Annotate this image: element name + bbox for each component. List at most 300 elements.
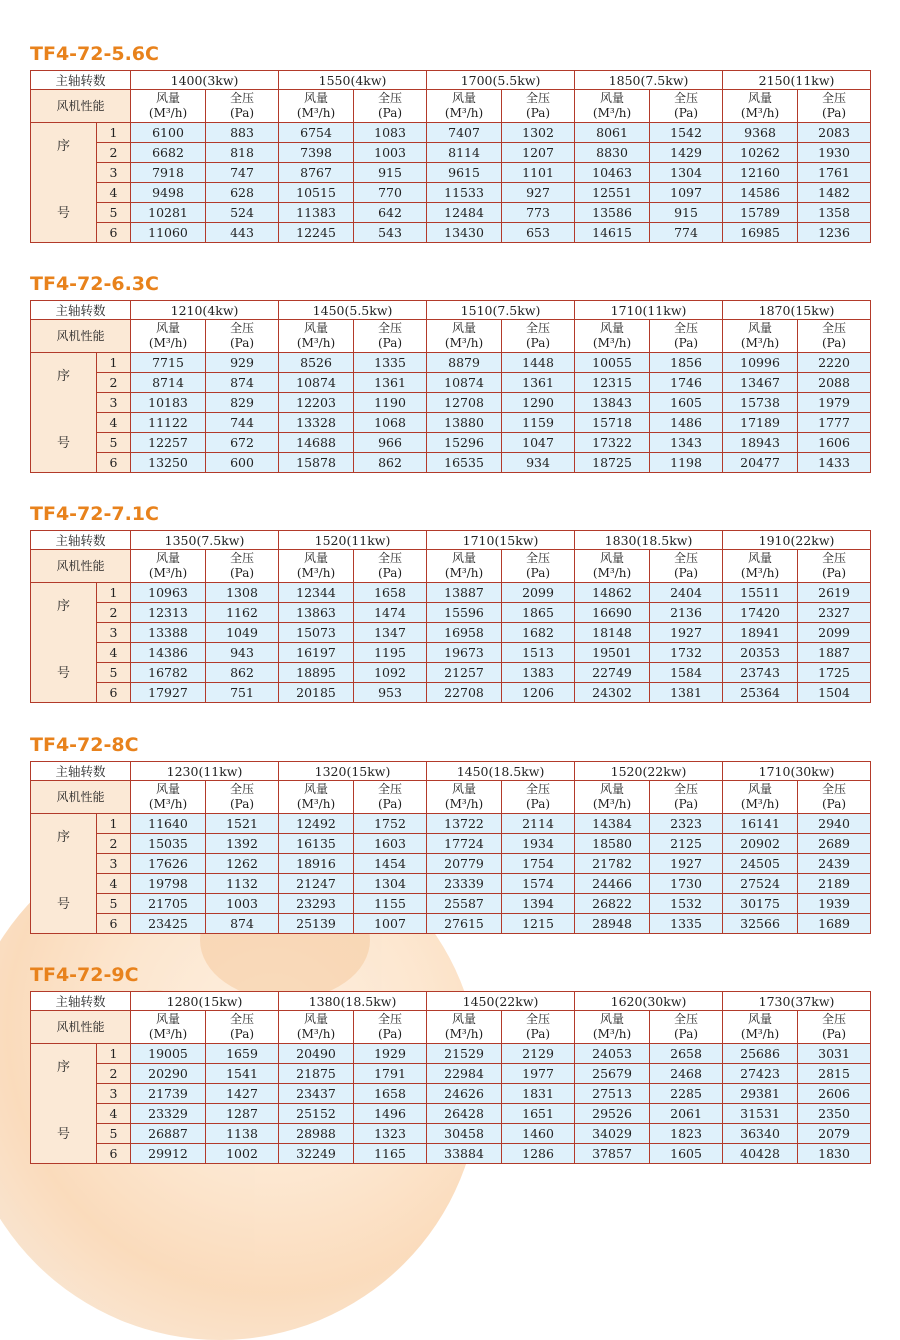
flow-label: 风量 [156,321,181,335]
flow-unit: (M³/h) [740,106,780,120]
pressure-value: 1865 [502,603,575,623]
pressure-value: 1361 [354,373,427,393]
flow-value: 15596 [427,603,502,623]
pressure-value: 1605 [650,1144,723,1164]
flow-value: 22708 [427,683,502,703]
pressure-value: 1003 [354,143,427,163]
pressure-value: 2129 [502,1044,575,1064]
flow-value: 24466 [575,874,650,894]
flow-value: 23329 [131,1104,206,1124]
speed-header-cell: 1730(37kw) [723,992,871,1011]
speed-header-cell: 1520(22kw) [575,762,723,781]
pressure-label: 全压 [378,1012,403,1026]
flow-unit: (M³/h) [444,336,484,350]
flow-value: 16535 [427,453,502,473]
pressure-unit-cell [650,1011,723,1044]
flow-value: 17189 [723,413,798,433]
pressure-value: 1165 [354,1144,427,1164]
flow-value: 17724 [427,834,502,854]
flow-value: 11533 [427,183,502,203]
pressure-value: 2220 [798,353,871,373]
flow-unit-cell [131,550,206,583]
flow-value: 15073 [279,623,354,643]
flow-unit-cell [279,320,354,353]
flow-label: 风量 [156,551,181,565]
fan-section [30,270,870,473]
flow-value: 12708 [427,393,502,413]
sequence-char-bottom: 号 [56,897,70,912]
flow-value: 29381 [723,1084,798,1104]
pressure-value: 862 [354,453,427,473]
speed-header-cell: 1380(18.5kw) [279,992,427,1011]
pressure-value: 1496 [354,1104,427,1124]
pressure-value: 1454 [354,854,427,874]
flow-label: 风量 [452,551,477,565]
row-number: 6 [97,914,131,934]
pressure-value: 1195 [354,643,427,663]
flow-value: 9368 [723,123,798,143]
flow-unit: (M³/h) [592,336,632,350]
pressure-value: 2404 [650,583,723,603]
row-number: 2 [97,834,131,854]
fan-performance-label: 风机性能 [31,781,131,814]
flow-label: 风量 [452,321,477,335]
flow-value: 14688 [279,433,354,453]
flow-unit: (M³/h) [444,566,484,580]
pressure-value: 770 [354,183,427,203]
flow-value: 22749 [575,663,650,683]
table-row [31,683,871,703]
pressure-label: 全压 [230,321,255,335]
flow-value: 27615 [427,914,502,934]
flow-value: 8830 [575,143,650,163]
pressure-unit-cell [798,550,871,583]
flow-value: 20477 [723,453,798,473]
flow-value: 10055 [575,353,650,373]
pressure-value: 1002 [206,1144,279,1164]
pressure-value: 2125 [650,834,723,854]
flow-value: 6100 [131,123,206,143]
table-row [31,663,871,683]
pressure-value: 672 [206,433,279,453]
pressure-value: 773 [502,203,575,223]
pressure-unit: (Pa) [822,1027,847,1041]
flow-unit: (M³/h) [740,1027,780,1041]
flow-unit: (M³/h) [148,797,188,811]
pressure-value: 2815 [798,1064,871,1084]
flow-label: 风量 [452,91,477,105]
flow-label: 风量 [156,1012,181,1026]
pressure-value: 1730 [650,874,723,894]
pressure-value: 862 [206,663,279,683]
pressure-value: 751 [206,683,279,703]
flow-value: 25686 [723,1044,798,1064]
pressure-label: 全压 [674,321,699,335]
pressure-value: 2327 [798,603,871,623]
flow-label: 风量 [304,91,329,105]
flow-unit-cell [575,1011,650,1044]
speed-header-cell: 1520(11kw) [279,531,427,550]
flow-value: 14862 [575,583,650,603]
pressure-label: 全压 [378,91,403,105]
pressure-unit-cell [798,90,871,123]
pressure-unit-cell [798,781,871,814]
pressure-value: 829 [206,393,279,413]
flow-value: 14586 [723,183,798,203]
pressure-unit-cell [206,90,279,123]
flow-value: 11640 [131,814,206,834]
pressure-value: 1433 [798,453,871,473]
sequence-char-top: 序 [56,1060,70,1075]
flow-label: 风量 [748,1012,773,1026]
flow-value: 15296 [427,433,502,453]
spindle-speed-label: 主轴转数 [31,762,131,781]
pressure-label: 全压 [378,551,403,565]
flow-value: 15789 [723,203,798,223]
pressure-value: 1262 [206,854,279,874]
pressure-value: 747 [206,163,279,183]
pressure-label: 全压 [822,551,847,565]
flow-value: 13586 [575,203,650,223]
pressure-value: 2088 [798,373,871,393]
flow-value: 29526 [575,1104,650,1124]
pressure-value: 1482 [798,183,871,203]
pressure-value: 2079 [798,1124,871,1144]
flow-value: 17927 [131,683,206,703]
flow-value: 7918 [131,163,206,183]
flow-unit-cell [279,1011,354,1044]
pressure-value: 1190 [354,393,427,413]
flow-unit-cell [723,320,798,353]
table-row [31,1064,871,1084]
pressure-value: 1532 [650,894,723,914]
flow-label: 风量 [748,91,773,105]
speed-header-cell: 2150(11kw) [723,71,871,90]
flow-value: 11060 [131,223,206,243]
flow-value: 6754 [279,123,354,143]
flow-value: 6682 [131,143,206,163]
row-number: 2 [97,373,131,393]
performance-table [30,300,871,473]
flow-unit: (M³/h) [148,566,188,580]
flow-unit: (M³/h) [444,1027,484,1041]
pressure-value: 1159 [502,413,575,433]
pressure-label: 全压 [378,321,403,335]
pressure-value: 2606 [798,1084,871,1104]
pressure-value: 1474 [354,603,427,623]
pressure-value: 2136 [650,603,723,623]
pressure-value: 1083 [354,123,427,143]
pressure-unit-cell [354,1011,427,1044]
pressure-value: 1155 [354,894,427,914]
section-title: TF4-72-7.1C [30,503,159,525]
pressure-value: 1725 [798,663,871,683]
pressure-value: 1290 [502,393,575,413]
pressure-unit: (Pa) [822,566,847,580]
row-number: 4 [97,874,131,894]
row-number: 5 [97,1124,131,1144]
sequence-char-top: 序 [56,139,70,154]
pressure-value: 2658 [650,1044,723,1064]
flow-value: 10463 [575,163,650,183]
flow-value: 19005 [131,1044,206,1064]
flow-value: 16782 [131,663,206,683]
flow-value: 24053 [575,1044,650,1064]
pressure-value: 1541 [206,1064,279,1084]
section-title: TF4-72-5.6C [30,43,159,65]
pressure-unit: (Pa) [526,106,551,120]
flow-value: 8879 [427,353,502,373]
flow-label: 风量 [748,321,773,335]
flow-unit: (M³/h) [740,797,780,811]
flow-value: 17626 [131,854,206,874]
pressure-value: 1603 [354,834,427,854]
flow-unit-cell [131,1011,206,1044]
flow-unit-cell [427,90,502,123]
flow-value: 25587 [427,894,502,914]
table-row [31,453,871,473]
row-number: 3 [97,393,131,413]
row-number: 4 [97,1104,131,1124]
sequence-label [31,353,97,473]
row-number: 6 [97,1144,131,1164]
flow-value: 36340 [723,1124,798,1144]
flow-unit-cell [279,781,354,814]
pressure-value: 2114 [502,814,575,834]
pressure-value: 524 [206,203,279,223]
table-row [31,353,871,373]
flow-unit-cell [427,1011,502,1044]
pressure-value: 1791 [354,1064,427,1084]
flow-unit: (M³/h) [296,797,336,811]
pressure-value: 874 [206,914,279,934]
flow-unit: (M³/h) [296,336,336,350]
flow-unit: (M³/h) [592,106,632,120]
pressure-value: 1215 [502,914,575,934]
spindle-speed-label: 主轴转数 [31,301,131,320]
speed-header-cell: 1910(22kw) [723,531,871,550]
table-row [31,854,871,874]
pressure-value: 2189 [798,874,871,894]
flow-value: 27423 [723,1064,798,1084]
pressure-value: 642 [354,203,427,223]
pressure-unit-cell [650,90,723,123]
sequence-char-bottom: 号 [56,666,70,681]
pressure-value: 1939 [798,894,871,914]
flow-value: 24626 [427,1084,502,1104]
performance-table [30,530,871,703]
flow-unit-cell [575,550,650,583]
pressure-value: 1830 [798,1144,871,1164]
pressure-unit: (Pa) [229,797,255,811]
pressure-value: 1934 [502,834,575,854]
flow-value: 28948 [575,914,650,934]
flow-value: 40428 [723,1144,798,1164]
pressure-value: 1097 [650,183,723,203]
pressure-value: 653 [502,223,575,243]
flow-label: 风量 [600,551,625,565]
pressure-value: 1304 [650,163,723,183]
pressure-label: 全压 [822,91,847,105]
flow-value: 12344 [279,583,354,603]
flow-value: 8767 [279,163,354,183]
flow-unit: (M³/h) [740,566,780,580]
row-number: 1 [97,353,131,373]
pressure-value: 1856 [650,353,723,373]
spindle-speed-label: 主轴转数 [31,71,131,90]
sequence-char-bottom: 号 [56,1127,70,1142]
flow-value: 10262 [723,143,798,163]
flow-value: 19673 [427,643,502,663]
flow-value: 20779 [427,854,502,874]
flow-value: 25139 [279,914,354,934]
flow-label: 风量 [600,1012,625,1026]
sequence-char-top: 序 [56,830,70,845]
flow-unit: (M³/h) [444,797,484,811]
pressure-value: 1977 [502,1064,575,1084]
pressure-unit-cell [206,550,279,583]
pressure-value: 1732 [650,643,723,663]
pressure-unit-cell [650,781,723,814]
pressure-value: 1651 [502,1104,575,1124]
flow-value: 25679 [575,1064,650,1084]
flow-value: 12315 [575,373,650,393]
flow-value: 8061 [575,123,650,143]
flow-label: 风量 [304,1012,329,1026]
flow-value: 9498 [131,183,206,203]
pressure-unit-cell [502,320,575,353]
row-number: 1 [97,123,131,143]
table-row [31,1144,871,1164]
flow-value: 19798 [131,874,206,894]
flow-value: 13430 [427,223,502,243]
pressure-value: 934 [502,453,575,473]
flow-unit-cell [427,320,502,353]
flow-value: 20290 [131,1064,206,1084]
flow-unit-cell [575,781,650,814]
pressure-value: 1007 [354,914,427,934]
pressure-value: 1323 [354,1124,427,1144]
pressure-value: 744 [206,413,279,433]
row-number: 5 [97,203,131,223]
table-row [31,1084,871,1104]
table-row [31,223,871,243]
row-number: 4 [97,183,131,203]
pressure-value: 1929 [354,1044,427,1064]
pressure-unit-cell [354,320,427,353]
pressure-unit: (Pa) [378,336,403,350]
pressure-label: 全压 [526,321,551,335]
speed-header-cell: 1450(18.5kw) [427,762,575,781]
flow-value: 10874 [279,373,354,393]
flow-value: 23339 [427,874,502,894]
sequence-label [31,814,97,934]
table-row [31,623,871,643]
pressure-value: 929 [206,353,279,373]
pressure-unit-cell [502,1011,575,1044]
pressure-value: 1132 [206,874,279,894]
pressure-unit: (Pa) [526,1027,551,1041]
table-row [31,433,871,453]
speed-header-cell: 1710(15kw) [427,531,575,550]
flow-unit: (M³/h) [148,1027,188,1041]
pressure-value: 1394 [502,894,575,914]
sequence-label [31,123,97,243]
pressure-value: 1606 [798,433,871,453]
flow-value: 14384 [575,814,650,834]
pressure-unit: (Pa) [526,336,551,350]
flow-value: 12484 [427,203,502,223]
pressure-label: 全压 [674,551,699,565]
flow-value: 21705 [131,894,206,914]
pressure-value: 1584 [650,663,723,683]
pressure-unit: (Pa) [377,1027,403,1041]
pressure-value: 1659 [206,1044,279,1064]
pressure-value: 628 [206,183,279,203]
flow-value: 9615 [427,163,502,183]
pressure-label: 全压 [230,551,255,565]
section-title: TF4-72-6.3C [30,273,159,295]
pressure-value: 1746 [650,373,723,393]
flow-value: 11383 [279,203,354,223]
flow-value: 12160 [723,163,798,183]
table-row [31,163,871,183]
sequence-label [31,583,97,703]
flow-value: 23293 [279,894,354,914]
pressure-value: 915 [354,163,427,183]
flow-value: 13388 [131,623,206,643]
performance-table [30,70,871,243]
speed-header-cell: 1230(11kw) [131,762,279,781]
row-number: 6 [97,683,131,703]
pressure-label: 全压 [230,1012,255,1026]
flow-unit-cell [279,550,354,583]
pressure-label: 全压 [230,782,255,796]
flow-value: 20902 [723,834,798,854]
pressure-label: 全压 [526,1012,551,1026]
flow-unit: (M³/h) [444,106,484,120]
pressure-unit-cell [502,90,575,123]
flow-value: 15511 [723,583,798,603]
flow-value: 31531 [723,1104,798,1124]
flow-value: 16141 [723,814,798,834]
fan-section [30,961,870,1164]
pressure-unit: (Pa) [377,566,403,580]
pressure-unit: (Pa) [377,797,403,811]
pressure-unit: (Pa) [229,336,255,350]
pressure-unit-cell [798,1011,871,1044]
flow-unit-cell [279,90,354,123]
speed-header-cell: 1710(11kw) [575,301,723,320]
flow-unit-cell [131,781,206,814]
flow-value: 17322 [575,433,650,453]
flow-unit-cell [575,90,650,123]
pressure-unit-cell [354,90,427,123]
pressure-unit-cell [206,781,279,814]
pressure-value: 1347 [354,623,427,643]
pressure-value: 915 [650,203,723,223]
flow-unit: (M³/h) [148,336,188,350]
flow-label: 风量 [304,321,329,335]
pressure-value: 1308 [206,583,279,603]
pressure-value: 1979 [798,393,871,413]
pressure-value: 874 [206,373,279,393]
pressure-value: 1689 [798,914,871,934]
pressure-value: 1605 [650,393,723,413]
flow-value: 10963 [131,583,206,603]
flow-unit-cell [723,550,798,583]
pressure-label: 全压 [674,782,699,796]
